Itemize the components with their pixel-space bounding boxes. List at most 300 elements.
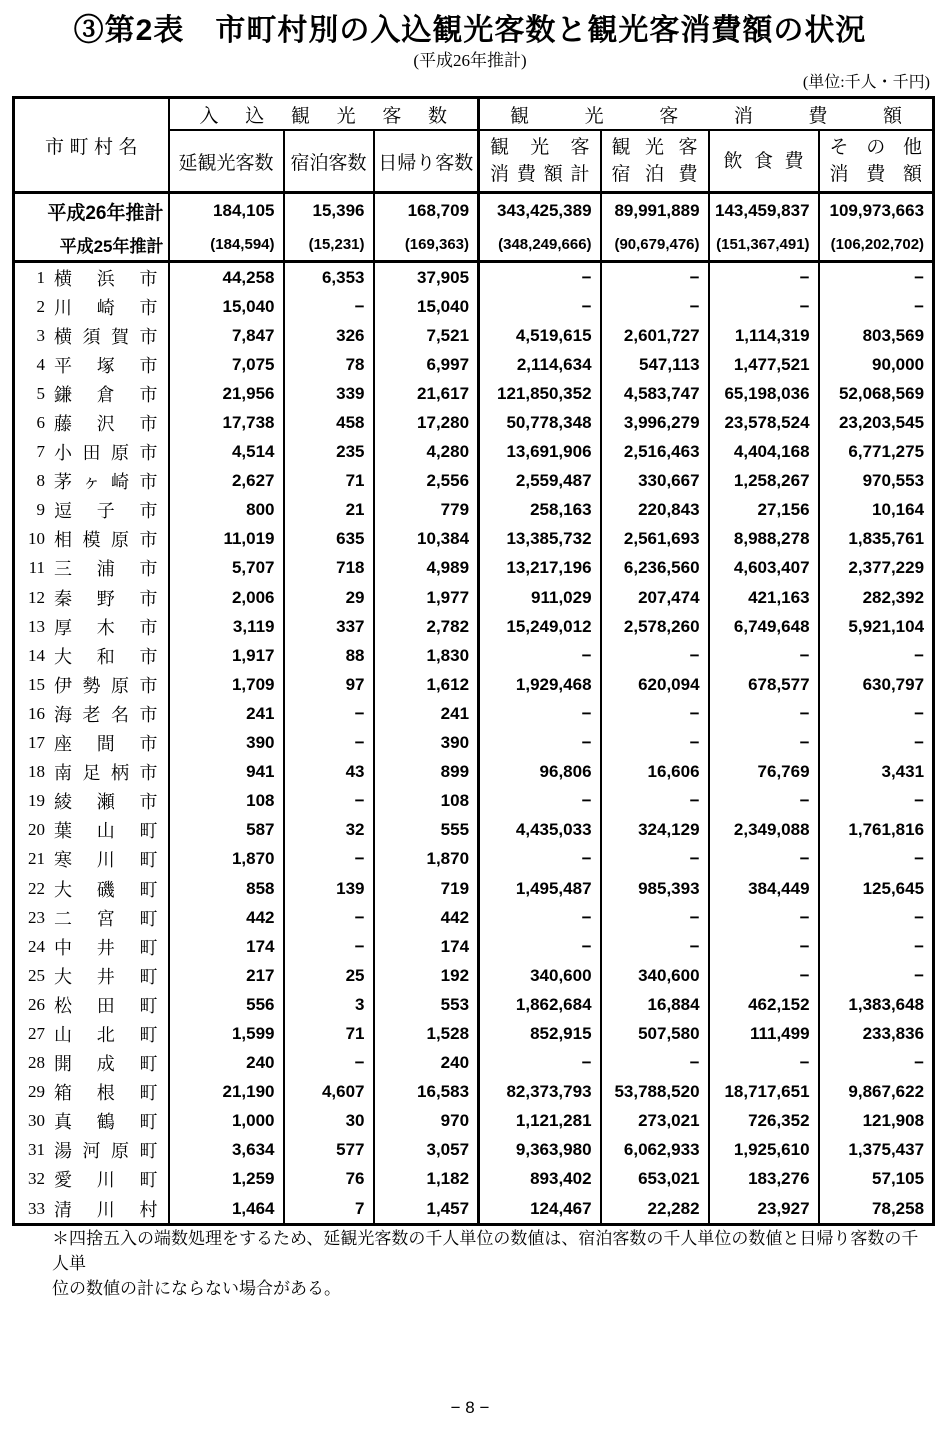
value-cell: −	[709, 292, 819, 321]
value-cell: −	[601, 845, 709, 874]
value-cell: 2,556	[374, 467, 479, 496]
municipality-name: 横浜市	[54, 268, 158, 289]
row-number: 5	[36, 383, 45, 403]
summary-label-h25: 平成25年推計	[14, 228, 169, 262]
value-cell: 174	[374, 932, 479, 961]
value-cell: 985,393	[601, 874, 709, 903]
summary-value: 168,709	[374, 193, 479, 229]
value-cell: 82,373,793	[479, 1078, 601, 1107]
value-cell: −	[601, 1049, 709, 1078]
value-cell: 1,977	[374, 583, 479, 612]
row-number: 11	[28, 558, 45, 578]
row-number: 32	[28, 1169, 45, 1189]
row-number: 21	[28, 849, 45, 869]
value-cell: 8,988,278	[709, 525, 819, 554]
municipality-name: 清川村	[54, 1199, 158, 1220]
value-cell: −	[284, 903, 374, 932]
value-cell: 4,404,168	[709, 438, 819, 467]
municipality-name: 鎌倉市	[54, 384, 158, 405]
table-row	[14, 729, 934, 758]
summary-value: 143,459,837	[709, 193, 819, 229]
row-number: 29	[28, 1082, 45, 1102]
table-row	[14, 292, 934, 321]
value-cell: −	[601, 729, 709, 758]
value-cell: 2,377,229	[819, 554, 934, 583]
value-cell: 587	[169, 816, 284, 845]
value-cell: −	[709, 903, 819, 932]
value-cell: 174	[169, 932, 284, 961]
value-cell: 1,495,487	[479, 874, 601, 903]
summary-value: (348,249,666)	[479, 228, 601, 262]
value-cell: 678,577	[709, 670, 819, 699]
value-cell: −	[479, 787, 601, 816]
value-cell: 21,190	[169, 1078, 284, 1107]
table-row	[14, 408, 934, 437]
footnote	[52, 1226, 922, 1301]
value-cell: 5,707	[169, 554, 284, 583]
table-row	[14, 438, 934, 467]
value-cell: 23,927	[709, 1194, 819, 1225]
value-cell: 1,259	[169, 1165, 284, 1194]
header-total-visitors: 延観光客数	[169, 130, 284, 193]
municipality-name: 大井町	[54, 966, 158, 987]
value-cell: 507,580	[601, 1019, 709, 1048]
table-row	[14, 525, 934, 554]
table-row	[14, 583, 934, 612]
value-cell: 16,606	[601, 758, 709, 787]
value-cell: 1,000	[169, 1107, 284, 1136]
value-cell: 1,925,610	[709, 1136, 819, 1165]
row-number: 31	[28, 1140, 45, 1160]
value-cell: −	[709, 641, 819, 670]
value-cell: 15,040	[374, 292, 479, 321]
value-cell: 337	[284, 612, 374, 641]
value-cell: 27,156	[709, 496, 819, 525]
summary-value: (106,202,702)	[819, 228, 934, 262]
value-cell: 7,075	[169, 350, 284, 379]
table-row	[14, 961, 934, 990]
municipality-name: 平塚市	[54, 355, 158, 376]
table-row	[14, 1078, 934, 1107]
municipality-name: 愛川町	[54, 1170, 158, 1191]
table-row	[14, 350, 934, 379]
value-cell: −	[479, 1049, 601, 1078]
row-number: 16	[28, 703, 45, 723]
value-cell: 1,383,648	[819, 990, 934, 1019]
municipality-cell	[14, 612, 169, 641]
summary-value: 15,396	[284, 193, 374, 229]
value-cell: 3,119	[169, 612, 284, 641]
value-cell: 1,709	[169, 670, 284, 699]
value-cell: 121,850,352	[479, 379, 601, 408]
value-cell: 71	[284, 467, 374, 496]
row-number: 14	[28, 645, 45, 665]
value-cell: −	[601, 903, 709, 932]
value-cell: 88	[284, 641, 374, 670]
value-cell: −	[479, 932, 601, 961]
municipality-name: 茅ヶ崎市	[54, 472, 158, 493]
value-cell: −	[479, 262, 601, 293]
value-cell: 76	[284, 1165, 374, 1194]
value-cell: −	[819, 787, 934, 816]
value-cell: 78	[284, 350, 374, 379]
row-number: 23	[28, 907, 45, 927]
value-cell: 556	[169, 990, 284, 1019]
row-number: 20	[28, 820, 45, 840]
value-cell: −	[819, 641, 934, 670]
value-cell: −	[819, 845, 934, 874]
value-cell: 726,352	[709, 1107, 819, 1136]
header-municipality: 市町村名	[14, 98, 169, 193]
value-cell: −	[819, 1049, 934, 1078]
page-subtitle: (平成26年推計)	[413, 51, 527, 70]
value-cell: 53,788,520	[601, 1078, 709, 1107]
municipality-cell	[14, 961, 169, 990]
value-cell: 390	[374, 729, 479, 758]
value-cell: 970	[374, 1107, 479, 1136]
value-cell: 800	[169, 496, 284, 525]
municipality-name: 箱根町	[54, 1083, 158, 1104]
municipality-name: 藤沢市	[54, 414, 158, 435]
value-cell: 2,627	[169, 467, 284, 496]
header-group-visitors: 入込観光客数	[169, 98, 479, 131]
value-cell: 22,282	[601, 1194, 709, 1225]
value-cell: 390	[169, 729, 284, 758]
table-row	[14, 699, 934, 728]
municipality-cell	[14, 438, 169, 467]
value-cell: 4,603,407	[709, 554, 819, 583]
value-cell: 1,870	[169, 845, 284, 874]
municipality-name: 大磯町	[54, 879, 158, 900]
value-cell: 11,019	[169, 525, 284, 554]
value-cell: 29	[284, 583, 374, 612]
header-daytrip-visitors: 日帰り客数	[374, 130, 479, 193]
value-cell: 384,449	[709, 874, 819, 903]
header-food-spending	[709, 130, 819, 193]
value-cell: 71	[284, 1019, 374, 1048]
value-cell: 340,600	[601, 961, 709, 990]
value-cell: 15,040	[169, 292, 284, 321]
municipality-cell	[14, 729, 169, 758]
table-row	[14, 1194, 934, 1225]
municipality-cell	[14, 583, 169, 612]
value-cell: 6,062,933	[601, 1136, 709, 1165]
header-group-spending: 観光客消費額	[479, 98, 934, 131]
value-cell: 76,769	[709, 758, 819, 787]
summary-value: 184,105	[169, 193, 284, 229]
value-cell: 16,884	[601, 990, 709, 1019]
municipality-name: 厚木市	[54, 617, 158, 638]
municipality-cell	[14, 321, 169, 350]
value-cell: −	[709, 961, 819, 990]
value-cell: 78,258	[819, 1194, 934, 1225]
municipality-cell	[14, 525, 169, 554]
value-cell: −	[819, 729, 934, 758]
tourism-statistics-table	[12, 96, 935, 1226]
header-spending-total-line1: 観光客	[490, 137, 590, 158]
value-cell: 97	[284, 670, 374, 699]
municipality-cell	[14, 1165, 169, 1194]
value-cell: 241	[169, 699, 284, 728]
value-cell: 1,929,468	[479, 670, 601, 699]
value-cell: −	[284, 787, 374, 816]
value-cell: −	[479, 699, 601, 728]
value-cell: 1,375,437	[819, 1136, 934, 1165]
value-cell: 2,516,463	[601, 438, 709, 467]
table-row	[14, 845, 934, 874]
value-cell: −	[709, 729, 819, 758]
value-cell: −	[479, 729, 601, 758]
table-row	[14, 932, 934, 961]
value-cell: 458	[284, 408, 374, 437]
value-cell: 1,835,761	[819, 525, 934, 554]
value-cell: 6,236,560	[601, 554, 709, 583]
value-cell: −	[479, 903, 601, 932]
table-row	[14, 1019, 934, 1048]
value-cell: −	[819, 932, 934, 961]
value-cell: 1,457	[374, 1194, 479, 1225]
value-cell: 21,956	[169, 379, 284, 408]
value-cell: 1,830	[374, 641, 479, 670]
municipality-cell	[14, 1107, 169, 1136]
value-cell: 44,258	[169, 262, 284, 293]
value-cell: 13,385,732	[479, 525, 601, 554]
summary-value: (151,367,491)	[709, 228, 819, 262]
municipality-cell	[14, 350, 169, 379]
municipality-name: 座間市	[54, 734, 158, 755]
row-number: 18	[28, 762, 45, 782]
table-row	[14, 990, 934, 1019]
value-cell: −	[284, 932, 374, 961]
value-cell: 330,667	[601, 467, 709, 496]
value-cell: 121,908	[819, 1107, 934, 1136]
value-cell: 235	[284, 438, 374, 467]
value-cell: 1,464	[169, 1194, 284, 1225]
value-cell: 139	[284, 874, 374, 903]
header-other-spending	[819, 130, 934, 193]
table-row	[14, 1136, 934, 1165]
summary-row-h25	[14, 228, 934, 262]
value-cell: 3,057	[374, 1136, 479, 1165]
header-other-spending-line1: その他	[829, 137, 923, 158]
municipality-cell	[14, 787, 169, 816]
table-row	[14, 641, 934, 670]
municipality-cell	[14, 379, 169, 408]
value-cell: 220,843	[601, 496, 709, 525]
municipality-cell	[14, 408, 169, 437]
table-row	[14, 554, 934, 583]
value-cell: 7	[284, 1194, 374, 1225]
municipality-cell	[14, 990, 169, 1019]
value-cell: 2,782	[374, 612, 479, 641]
municipality-name: 横須賀市	[54, 326, 158, 347]
header-lodging-spending-line2: 宿泊費	[611, 164, 698, 185]
table-row	[14, 467, 934, 496]
value-cell: 241	[374, 699, 479, 728]
header-lodging-spending-line1: 観光客	[611, 137, 698, 158]
header-overnight-visitors: 宿泊客数	[284, 130, 374, 193]
value-cell: 282,392	[819, 583, 934, 612]
value-cell: 258,163	[479, 496, 601, 525]
row-number: 17	[28, 733, 45, 753]
municipality-name: 三浦市	[54, 559, 158, 580]
page-title: ③第2表 市町村別の入込観光客数と観光客消費額の状況	[73, 14, 867, 47]
value-cell: 547,113	[601, 350, 709, 379]
value-cell: 462,152	[709, 990, 819, 1019]
value-cell: −	[601, 292, 709, 321]
value-cell: 21,617	[374, 379, 479, 408]
value-cell: 233,836	[819, 1019, 934, 1048]
value-cell: 1,528	[374, 1019, 479, 1048]
value-cell: 718	[284, 554, 374, 583]
header-spending-total-line2: 消費額計	[490, 164, 590, 185]
municipality-name: 葉山町	[54, 821, 158, 842]
value-cell: 125,645	[819, 874, 934, 903]
value-cell: −	[819, 262, 934, 293]
municipality-cell	[14, 1136, 169, 1165]
value-cell: 13,691,906	[479, 438, 601, 467]
municipality-name: 湯河原町	[54, 1141, 158, 1162]
value-cell: 2,561,693	[601, 525, 709, 554]
row-number: 27	[28, 1023, 45, 1043]
value-cell: −	[601, 932, 709, 961]
value-cell: 57,105	[819, 1165, 934, 1194]
value-cell: 803,569	[819, 321, 934, 350]
municipality-cell	[14, 1049, 169, 1078]
row-number: 1	[36, 267, 45, 287]
row-number: 12	[28, 587, 45, 607]
value-cell: 207,474	[601, 583, 709, 612]
value-cell: 2,349,088	[709, 816, 819, 845]
table-row	[14, 496, 934, 525]
table-row	[14, 379, 934, 408]
value-cell: −	[284, 845, 374, 874]
value-cell: 1,761,816	[819, 816, 934, 845]
value-cell: 2,006	[169, 583, 284, 612]
value-cell: 4,514	[169, 438, 284, 467]
value-cell: −	[709, 787, 819, 816]
value-cell: 3,634	[169, 1136, 284, 1165]
value-cell: 192	[374, 961, 479, 990]
value-cell: 240	[169, 1049, 284, 1078]
value-cell: 111,499	[709, 1019, 819, 1048]
summary-value: (169,363)	[374, 228, 479, 262]
value-cell: 555	[374, 816, 479, 845]
row-number: 4	[36, 354, 45, 374]
value-cell: 553	[374, 990, 479, 1019]
summary-section	[14, 193, 934, 262]
value-cell: 1,258,267	[709, 467, 819, 496]
table-row	[14, 758, 934, 787]
value-cell: −	[819, 699, 934, 728]
header-other-spending-line2: 消費額	[829, 164, 923, 185]
municipality-cell	[14, 292, 169, 321]
row-number: 6	[36, 413, 45, 433]
value-cell: 577	[284, 1136, 374, 1165]
value-cell: 108	[374, 787, 479, 816]
municipality-cell	[14, 496, 169, 525]
value-cell: −	[601, 787, 709, 816]
table-row	[14, 1165, 934, 1194]
value-cell: 273,021	[601, 1107, 709, 1136]
value-cell: −	[601, 262, 709, 293]
value-cell: 893,402	[479, 1165, 601, 1194]
value-cell: 10,164	[819, 496, 934, 525]
municipality-name: 綾瀬市	[54, 792, 158, 813]
value-cell: −	[709, 1049, 819, 1078]
header-spending-total	[479, 130, 601, 193]
municipality-name: 松田町	[54, 995, 158, 1016]
value-cell: 442	[169, 903, 284, 932]
value-cell: −	[284, 729, 374, 758]
value-cell: 858	[169, 874, 284, 903]
value-cell: 9,867,622	[819, 1078, 934, 1107]
value-cell: 340,600	[479, 961, 601, 990]
row-number: 13	[28, 616, 45, 636]
value-cell: 7,521	[374, 321, 479, 350]
value-cell: −	[479, 845, 601, 874]
value-cell: −	[819, 292, 934, 321]
value-cell: 442	[374, 903, 479, 932]
table-row	[14, 262, 934, 293]
value-cell: 6,749,648	[709, 612, 819, 641]
value-cell: 2,559,487	[479, 467, 601, 496]
value-cell: 17,738	[169, 408, 284, 437]
value-cell: 1,612	[374, 670, 479, 699]
municipality-cell	[14, 641, 169, 670]
municipality-name: 開成町	[54, 1054, 158, 1075]
municipality-cell	[14, 903, 169, 932]
table-row	[14, 787, 934, 816]
value-cell: 339	[284, 379, 374, 408]
row-number: 2	[36, 296, 45, 316]
value-cell: 124,467	[479, 1194, 601, 1225]
value-cell: 6,353	[284, 262, 374, 293]
row-number: 28	[28, 1053, 45, 1073]
value-cell: 13,217,196	[479, 554, 601, 583]
value-cell: 3,431	[819, 758, 934, 787]
value-cell: 217	[169, 961, 284, 990]
value-cell: −	[284, 1049, 374, 1078]
value-cell: −	[709, 845, 819, 874]
municipality-cell	[14, 1194, 169, 1225]
value-cell: 108	[169, 787, 284, 816]
municipality-name: 中井町	[54, 937, 158, 958]
row-number: 30	[28, 1111, 45, 1131]
summary-row-h26	[14, 193, 934, 229]
municipality-cell	[14, 845, 169, 874]
municipality-cell	[14, 670, 169, 699]
value-cell: 899	[374, 758, 479, 787]
value-cell: 2,601,727	[601, 321, 709, 350]
table-header	[14, 98, 934, 193]
municipality-cell	[14, 699, 169, 728]
row-number: 24	[28, 936, 45, 956]
value-cell: 30	[284, 1107, 374, 1136]
value-cell: −	[709, 262, 819, 293]
municipality-rows	[14, 262, 934, 1225]
row-number: 25	[28, 965, 45, 985]
value-cell: 4,583,747	[601, 379, 709, 408]
page-number: − 8 −	[450, 1398, 490, 1417]
table-row	[14, 321, 934, 350]
municipality-cell	[14, 1078, 169, 1107]
value-cell: 635	[284, 525, 374, 554]
municipality-name: 真鶴町	[54, 1112, 158, 1133]
value-cell: 1,121,281	[479, 1107, 601, 1136]
value-cell: 852,915	[479, 1019, 601, 1048]
value-cell: 719	[374, 874, 479, 903]
